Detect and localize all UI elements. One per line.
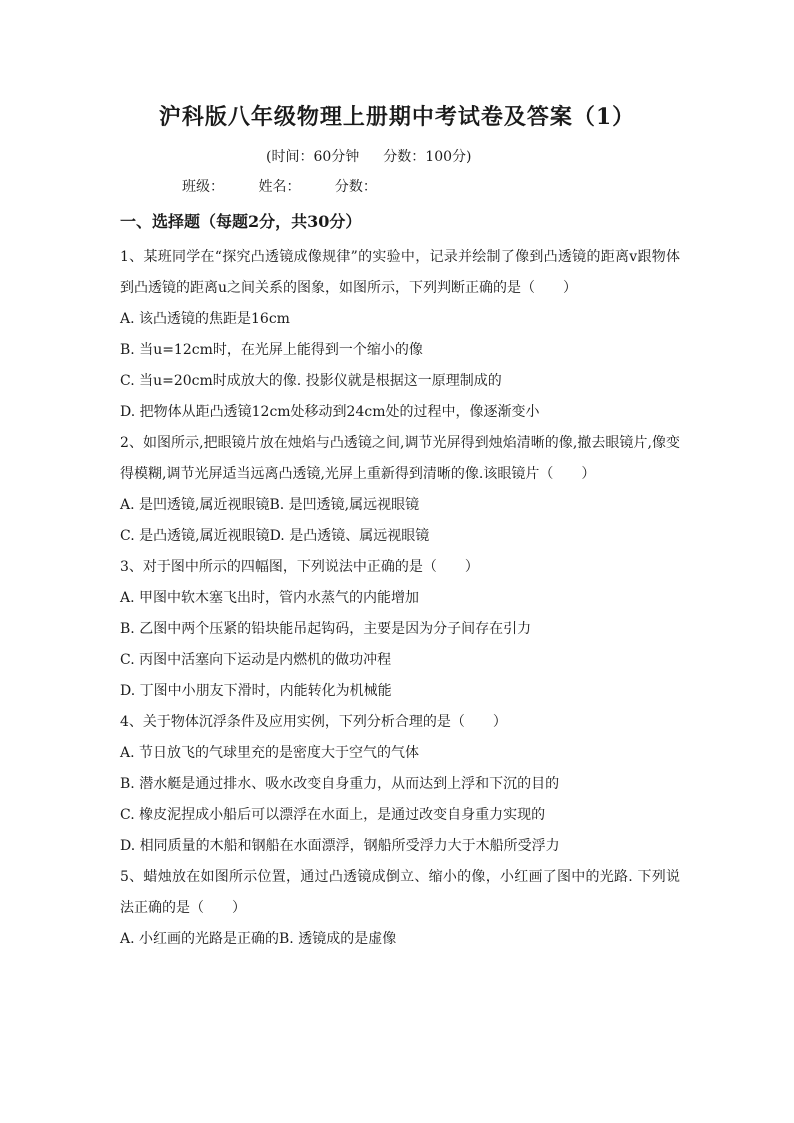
score-label: 分数： — [334, 179, 377, 195]
student-info — [182, 176, 407, 196]
question-option: D. 相同质量的木船和钢船在水面漂浮，钢船所受浮力大于木船所受浮力 — [120, 838, 560, 854]
question-option: A. 是凹透镜,属近视眼镜B. 是凹透镜,属远视眼镜 — [120, 497, 420, 513]
question-option: C. 当u=20cm时成放大的像. 投影仪就是根据这一原理制成的 — [120, 373, 502, 389]
question-option: A. 小红画的光路是正确的B. 透镜成的是虚像 — [120, 931, 397, 947]
question-option: B. 乙图中两个压紧的铅块能吊起钩码，主要是因为分子间存在引力 — [120, 621, 532, 637]
question-option: A. 该凸透镜的焦距是16cm — [120, 311, 290, 327]
question-option: D. 丁图中小朋友下滑时，内能转化为机械能 — [120, 683, 392, 699]
name-label: 姓名： — [258, 179, 301, 195]
question-stem: 4、关于物体沉浮条件及应用实例，下列分析合理的是（ ） — [120, 714, 507, 730]
question-option: B. 潜水艇是通过排水、吸水改变自身重力，从而达到上浮和下沉的目的 — [120, 776, 560, 792]
question-option: C. 橡皮泥捏成小船后可以漂浮在水面上，是通过改变自身重力实现的 — [120, 807, 546, 823]
question-option: A. 甲图中软木塞飞出时，管内水蒸气的内能增加 — [120, 590, 420, 606]
question-option: C. 丙图中活塞向下运动是内燃机的做功冲程 — [120, 652, 392, 668]
exam-meta — [266, 146, 471, 166]
question-option: B. 当u=12cm时，在光屏上能得到一个缩小的像 — [120, 342, 423, 358]
page-title: 沪科版八年级物理上册期中考试卷及答案（1） — [158, 104, 636, 130]
exam-total-score: 分数：100分) — [383, 149, 472, 165]
section-heading: 一、选择题（每题2分，共30分） — [120, 212, 362, 231]
class-label: 班级： — [182, 179, 224, 195]
question-option: C. 是凸透镜,属近视眼镜D. 是凸透镜、属远视眼镜 — [120, 528, 430, 544]
question-option: A. 节日放飞的气球里充的是密度大于空气的气体 — [120, 745, 420, 761]
question-stem: 2、如图所示,把眼镜片放在烛焰与凸透镜之间,调节光屏得到烛焰清晰的像,撤去眼镜片,像变得模糊,调节光屏适当远离凸透镜,光屏上重新得到清晰的像.该眼镜片（ ） — [120, 435, 680, 482]
question-stem: 5、蜡烛放在如图所示位置，通过凸透镜成倒立、缩小的像，小红画了图中的光路. 下列说法正确的是（ ） — [120, 869, 680, 916]
question-stem: 1、某班同学在“探究凸透镜成像规律”的实验中，记录并绘制了像到凸透镜的距离v跟物体到凸透镜的距离u之间关系的图象，如图所示，下列判断正确的是（ ） — [120, 249, 680, 296]
question-list — [120, 242, 680, 955]
question-option: D. 把物体从距凸透镜12cm处移动到24cm处的过程中，像逐渐变小 — [120, 404, 540, 420]
question-stem: 3、对于图中所示的四幅图，下列说法中正确的是（ ） — [120, 559, 479, 575]
exam-time: (时间：60分钟 — [266, 149, 360, 165]
